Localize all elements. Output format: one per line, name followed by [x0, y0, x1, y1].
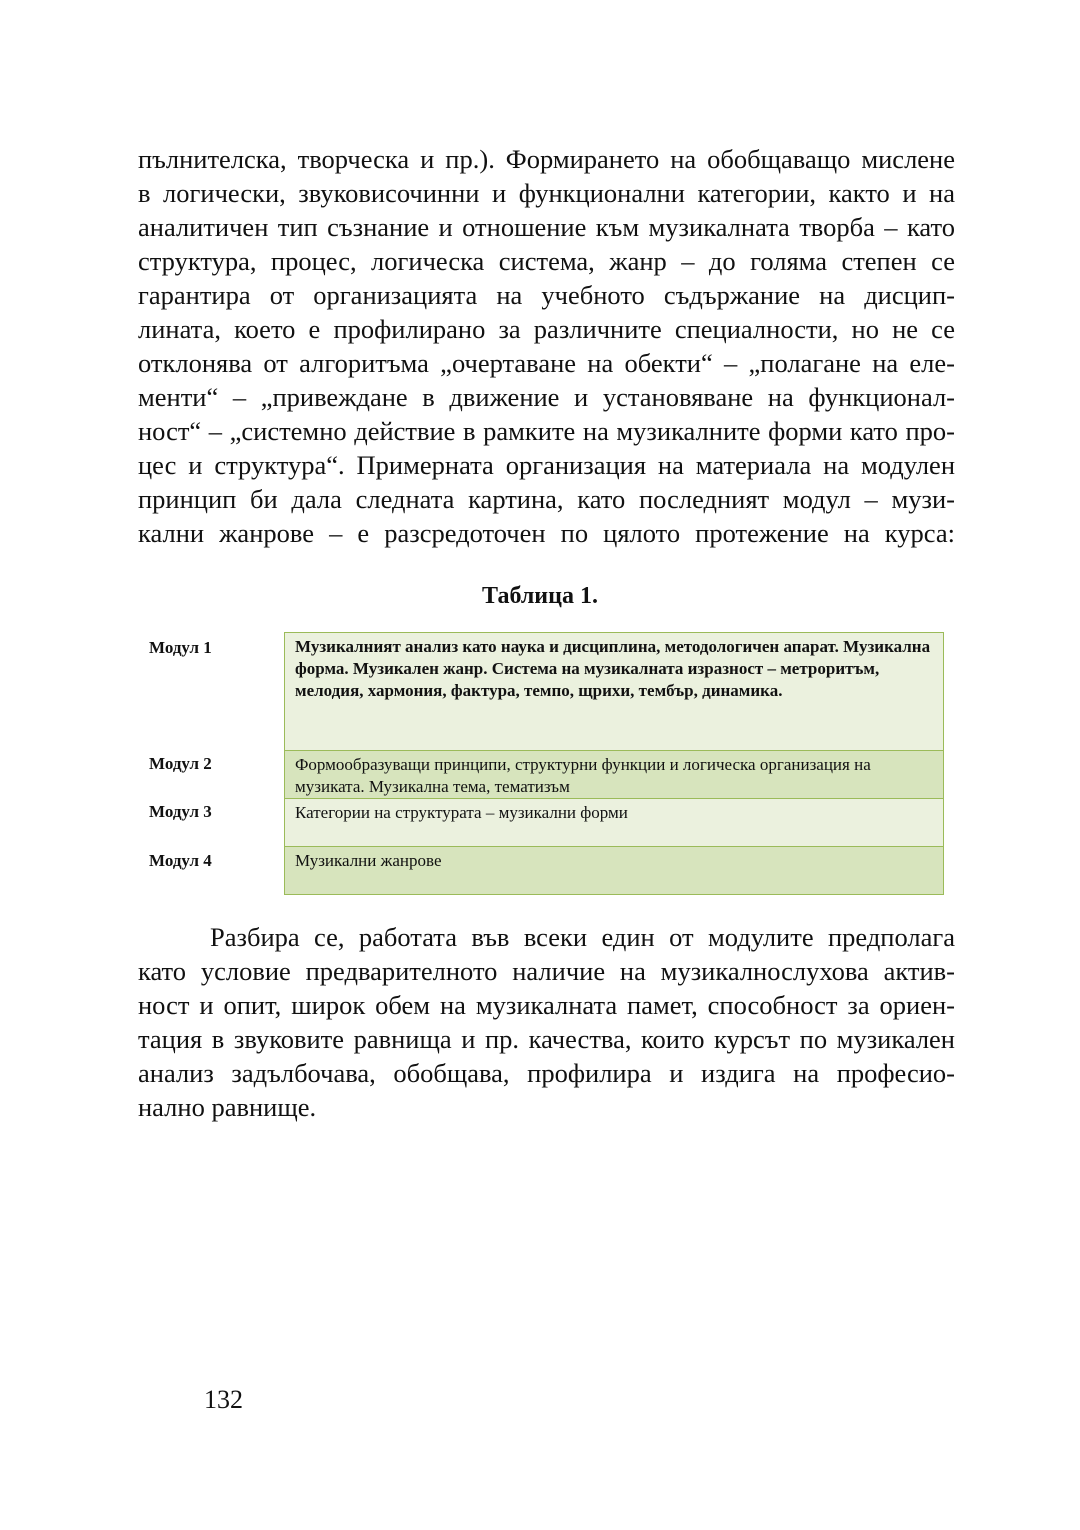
module-content: Музикални жанрове [284, 846, 944, 895]
text-line: като условие предварителното наличие на музикалнослухова актив- [138, 956, 955, 986]
text-line: тация в звуковите равнища и пр. качества, които курсът по музикален [138, 1024, 955, 1054]
text-line: аналитичен тип съзнание и отношение към музикалната творба – като [138, 212, 955, 242]
text-line: гарантира от организацията на учебното съдържание на дисцип- [138, 280, 955, 310]
module-label: Модул 1 [149, 638, 212, 657]
text-line: цес и структура“. Примерната организация на материала на модулен [138, 450, 955, 480]
module-content: Формообразуващи принципи, структурни функции и логическа организация на музиката. Музикална тема, тематизъм [284, 750, 944, 799]
text-line: нално равнище. [138, 1092, 317, 1122]
text-line: кални жанрове – е разсредоточен по цялото протежение на курса: [138, 518, 955, 548]
text-line: Разбира се, работата във всеки един от модулите предполага [210, 922, 955, 952]
text-line: пълнителска, творческа и пр.). Формирането на обобщаващо мислене [138, 144, 955, 174]
module-label: Модул 3 [149, 802, 212, 821]
module-label: Модул 4 [149, 851, 212, 870]
text-line: менти“ – „привеждане в движение и установяване на функционал- [138, 382, 955, 412]
text-line: структура, процес, логическа система, жанр – до голяма степен се [138, 246, 955, 276]
text-line: принцип би дала следната картина, като последният модул – музи- [138, 484, 955, 514]
module-label: Модул 2 [149, 754, 212, 773]
text-line: лината, което е профилирано за различните специалности, но не се [138, 314, 955, 344]
text-line: в логически, звуковисочинни и функционални категории, както и на [138, 178, 955, 208]
module-content: Категории на структурата – музикални форми [284, 798, 944, 847]
text-line: анализ задълбочава, обобщава, профилира и издига на професио- [138, 1058, 955, 1088]
text-line: ност и опит, широк обем на музикалната памет, способност за ориен- [138, 990, 955, 1020]
text-line: ност“ – „системно действие в рамките на музикалните форми като про- [138, 416, 955, 446]
text-line: отклонява от алгоритъма „очертаване на обекти“ – „полагане на еле- [138, 348, 955, 378]
module-content: Музикалният анализ като наука и дисциплина, методологичен апарат. Музикална форма. Музикален жанр. Система на музикалната изразност – метроритъм, мелодия, хармония, фактура, темпо, щрихи, тембър, динамика. [284, 632, 944, 751]
table-caption: Таблица 1. [482, 583, 598, 609]
page-number: 132 [204, 1385, 243, 1414]
